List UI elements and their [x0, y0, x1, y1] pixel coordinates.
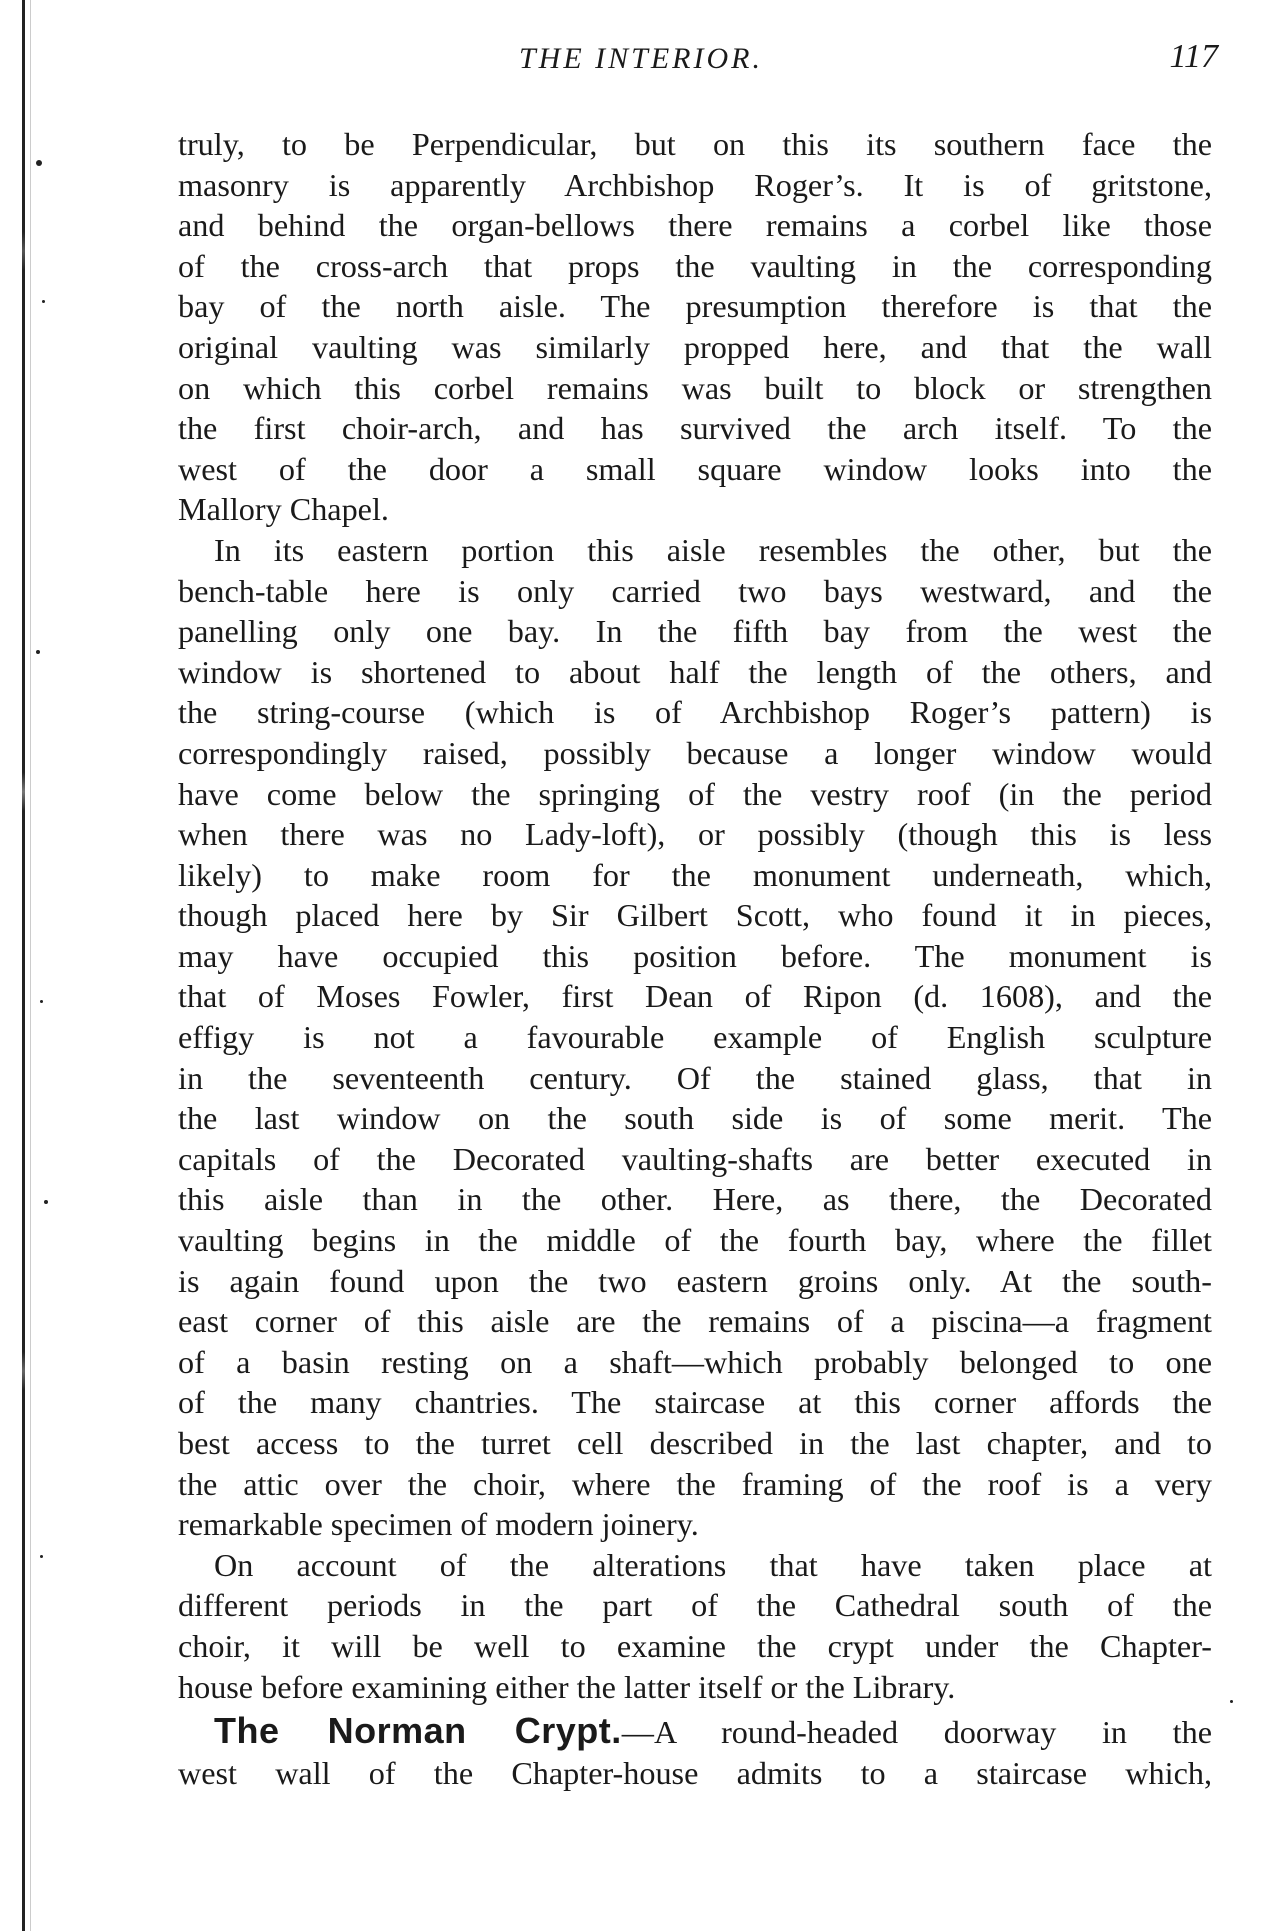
text-line: that of Moses Fowler, first Dean of Ripon (d. 1608), and the	[178, 978, 1212, 1015]
text-line: the attic over the choir, where the framing of the roof is a very	[178, 1465, 1212, 1502]
text-line: masonry is apparently Archbishop Roger’s. It is of gritstone,	[178, 166, 1212, 203]
text-line: window is shortened to about half the length of the others, and	[178, 653, 1212, 690]
text-line: this aisle than in the other. Here, as there, the Decorated	[178, 1181, 1212, 1218]
text-line: west wall of the Chapter-house admits to a staircase which,	[178, 1754, 1212, 1791]
scan-speck	[36, 160, 42, 166]
text-line: remarkable specimen of modern joinery.	[178, 1506, 699, 1543]
scan-speck	[44, 1200, 48, 1204]
text-line: in the seventeenth century. Of the stained glass, that in	[178, 1059, 1212, 1096]
text-line: of the cross-arch that props the vaulting in the corresponding	[178, 247, 1212, 284]
text-line: when there was no Lady-loft), or possibly (though this is less	[178, 816, 1212, 853]
text-line: bay of the north aisle. The presumption therefore is that the	[178, 288, 1212, 325]
text-line: truly, to be Perpendicular, but on this its southern face the	[178, 126, 1212, 162]
text-line	[178, 1711, 1212, 1753]
text-line: the first choir-arch, and has survived the arch itself. To the	[178, 410, 1212, 447]
text-line: house before examining either the latter itself or the Library.	[178, 1668, 956, 1705]
text-line: of a basin resting on a shaft—which probably belonged to one	[178, 1343, 1212, 1380]
text-line: Mallory Chapel.	[178, 491, 389, 528]
text-line: original vaulting was similarly propped here, and that the wall	[178, 328, 1212, 365]
scan-speck	[40, 1555, 43, 1558]
text-line: though placed here by Sir Gilbert Scott, who found it in pieces,	[178, 897, 1212, 934]
scan-speck	[36, 650, 40, 654]
scan-speck	[42, 300, 45, 303]
page-number: 117	[1169, 38, 1218, 75]
text-line: west of the door a small square window looks into the	[178, 450, 1212, 487]
text-line: bench-table here is only carried two bays westward, and the	[178, 572, 1212, 609]
text-line: different periods in the part of the Cathedral south of the	[178, 1587, 1212, 1624]
section-heading: The Norman Crypt.	[214, 1710, 622, 1752]
text-line: is again found upon the two eastern groins only. At the south-	[178, 1262, 1212, 1299]
text-line: east corner of this aisle are the remains of a piscina—a fragment	[178, 1303, 1212, 1340]
scan-speck	[1230, 1700, 1233, 1703]
scan-speck	[40, 1000, 43, 1003]
text-line: effigy is not a favourable example of English sculpture	[178, 1019, 1212, 1056]
paragraph-4	[178, 1711, 1212, 1793]
running-title: THE INTERIOR.	[519, 42, 763, 75]
binding-edge	[22, 0, 25, 1931]
text-line: In its eastern portion this aisle resembles the other, but the	[214, 531, 1212, 568]
text-line: vaulting begins in the middle of the fourth bay, where the fillet	[178, 1222, 1212, 1259]
text-line: panelling only one bay. In the fifth bay from the west the	[178, 613, 1212, 650]
text-line: the string-course (which is of Archbishop Roger’s pattern) is	[178, 694, 1212, 731]
text-line: the last window on the south side is of some merit. The	[178, 1100, 1212, 1137]
text-line: on which this corbel remains was built to block or strengthen	[178, 369, 1212, 406]
paragraph-2	[178, 530, 1212, 1545]
text-line: capitals of the Decorated vaulting-shafts are better executed in	[178, 1140, 1212, 1177]
body-text	[178, 124, 1212, 1793]
paragraph-1	[178, 124, 1212, 530]
text-line: and behind the organ-bellows there remains a corbel like those	[178, 207, 1212, 244]
binding-shadow	[30, 0, 31, 1931]
text-line: correspondingly raised, possibly because a longer window would	[178, 734, 1212, 771]
text-line: may have occupied this position before. The monument is	[178, 937, 1212, 974]
section-lead-text: —A round-headed doorway in the	[621, 1714, 1212, 1751]
text-line: choir, it will be well to examine the crypt under the Chapter-	[178, 1627, 1212, 1664]
paragraph-3	[178, 1545, 1212, 1707]
running-head	[0, 38, 1282, 88]
text-line: have come below the springing of the vestry roof (in the period	[178, 775, 1212, 812]
text-line: of the many chantries. The staircase at this corner affords the	[178, 1384, 1212, 1421]
text-line: best access to the turret cell described in the last chapter, and to	[178, 1425, 1212, 1461]
text-line: likely) to make room for the monument underneath, which,	[178, 856, 1212, 893]
text-line: On account of the alterations that have taken place at	[214, 1546, 1212, 1583]
